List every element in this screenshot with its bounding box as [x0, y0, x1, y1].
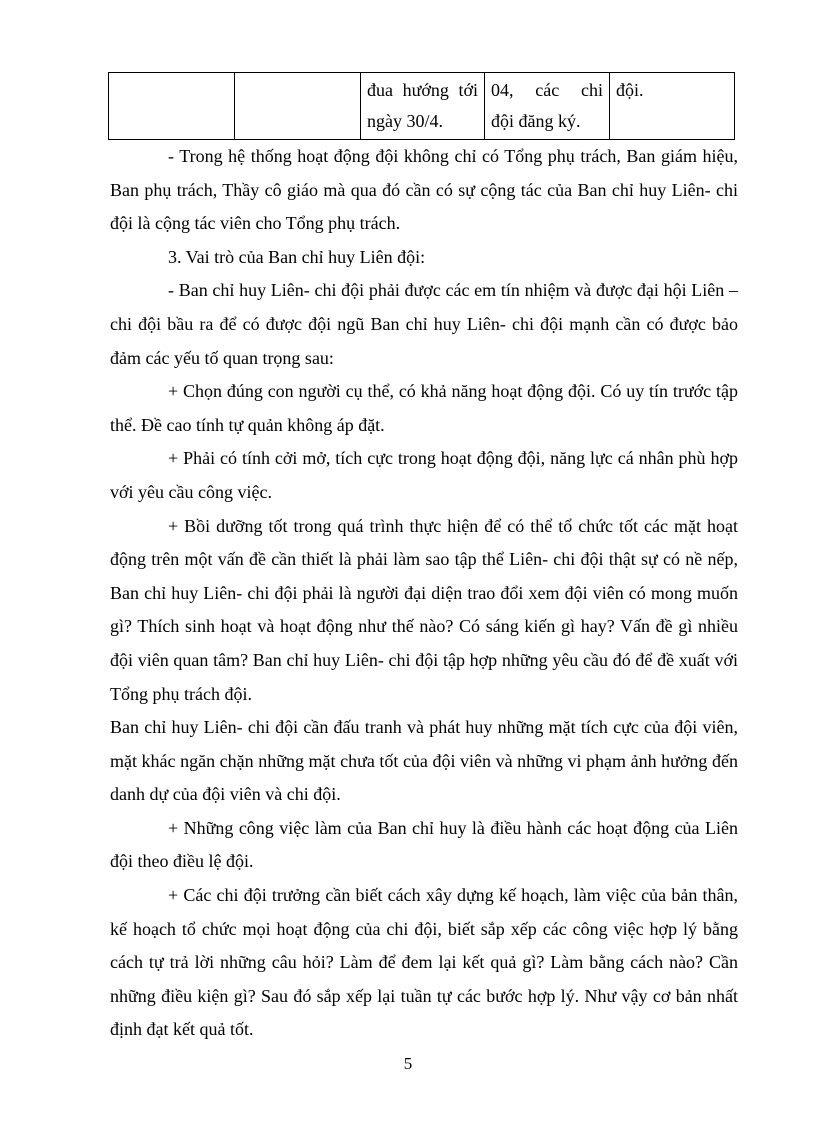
- table-row: [109, 73, 735, 140]
- paragraph-collaboration: - Trong hệ thống hoạt động đội không chỉ có Tổng phụ trách, Ban giám hiệu, Ban phụ trách, Thầy cô giáo mà qua đó cần có sự cộng tác của Ban chỉ huy Liên- chi đội là cộng tác viên cho Tổng phụ trách.: [110, 146, 738, 234]
- table-cell-4: [485, 73, 610, 140]
- paragraph-openness: + Phải có tính cởi mở, tích cực trong hoạt động đội, năng lực cá nhân phù hợp với yêu cầu công việc.: [110, 448, 738, 502]
- table-cell-4-line-1: 04, các chi: [491, 80, 603, 100]
- table-cell-3-line-2: ngày 30/4.: [367, 111, 443, 131]
- table-cell-3: [361, 73, 485, 140]
- table-cell-5: [610, 73, 735, 140]
- paragraph-struggle: Ban chỉ huy Liên- chi đội cần đấu tranh và phát huy những mặt tích cực của đội viên, mặt khác ngăn chặn những mặt chưa tốt của đội viên và những vi phạm ảnh hưởng đến danh dự của đội viên và chi đội.: [110, 717, 738, 805]
- continued-table: [108, 72, 735, 140]
- paragraph-planning: + Các chi đội trưởng cần biết cách xây dựng kế hoạch, làm việc của bản thân, kế hoạch tổ chức mọi hoạt động của chi đội, biết sắp xếp các công việc hợp lý bằng cách tự trả lời những câu hỏi? Làm để đem lại kết quả gì? Làm bằng cách nào? Cần những điều kiện gì? Sau đó sắp xếp lại tuần tự các bước hợp lý. Như vậy cơ bản nhất định đạt kết quả tốt.: [110, 885, 738, 1040]
- body-text: [110, 140, 738, 1047]
- section-heading-role: 3. Vai trò của Ban chỉ huy Liên đội:: [168, 246, 426, 267]
- table-cell-3-line-1: đua hướng tới: [367, 80, 478, 100]
- paragraph-duties: + Những công việc làm của Ban chỉ huy là điều hành các hoạt động của Liên đội theo điều lệ đội.: [110, 817, 738, 872]
- table-cell-4-line-2: đội đăng ký.: [491, 111, 581, 131]
- page-number: 5: [403, 1054, 413, 1073]
- paragraph-choose-people: + Chọn đúng con người cụ thể, có khả năng hoạt động đội. Có uy tín trước tập thể. Đề cao tính tự quản không áp đặt.: [110, 381, 738, 435]
- table-cell-5-line-1: đội.: [616, 80, 644, 100]
- table-cell-2: [235, 73, 361, 140]
- table-cell-1: [109, 73, 235, 140]
- paragraph-training: + Bồi dưỡng tốt trong quá trình thực hiện để có thể tổ chức tốt các mặt hoạt động trên một vấn đề cần thiết là phải làm sao tập thể Liên- chi đội thật sự có nề nếp, Ban chỉ huy Liên- chi đội phải là người đại diện trao đổi xem đội viên có mong muốn gì? Thích sinh hoạt và hoạt động như thế nào? Có sáng kiến gì hay? Vấn đề gì nhiều đội viên quan tâm? Ban chỉ huy Liên- chi đội tập hợp những yêu cầu đó để đề xuất với Tổng phụ trách đội.: [110, 515, 738, 704]
- paragraph-election: - Ban chỉ huy Liên- chi đội phải được các em tín nhiệm và được đại hội Liên – chi đội bầu ra để có được đội ngũ Ban chỉ huy Liên- chi đội mạnh cần có được bảo đảm các yếu tố quan trọng sau:: [110, 280, 738, 368]
